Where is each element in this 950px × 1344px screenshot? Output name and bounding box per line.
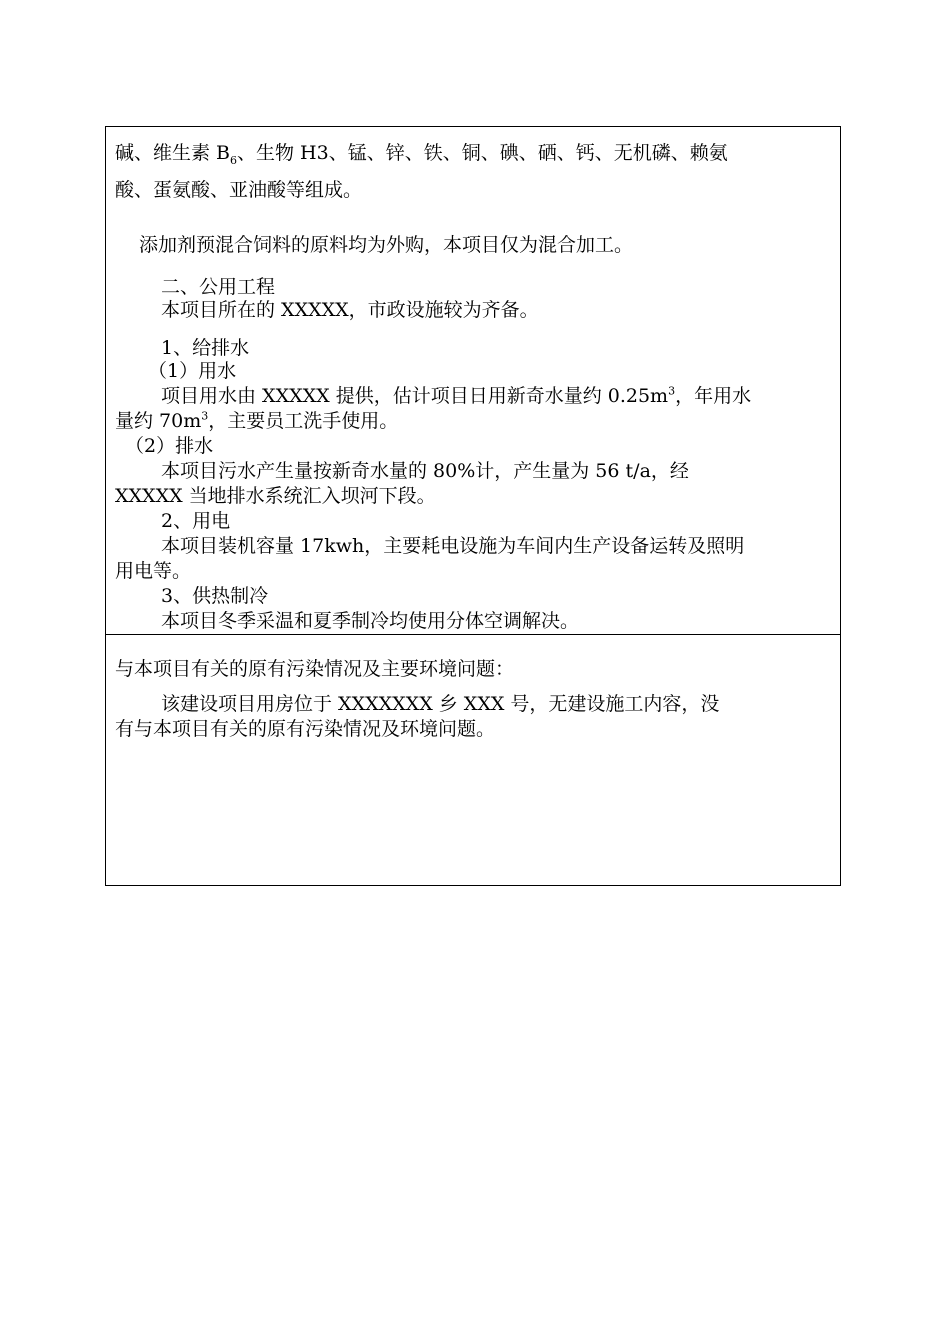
text-fragment: 量约 70m (115, 410, 202, 432)
text-line (115, 140, 832, 166)
cell-heading: 与本项目有关的原有污染情况及主要环境问题： (115, 658, 515, 680)
superscript: 3 (668, 384, 676, 398)
text-line: 本项目所在的 XXXXX，市政设施较为齐备。 (161, 299, 539, 321)
text-fragment: 、生物 H3、锰、锌、铁、铜、碘、硒、钙、无机磷、赖氨 (237, 142, 728, 164)
text-fragment: 碱、维生素 B (115, 142, 231, 164)
text-line: 本项目装机容量 17kwh，主要耗电设施为车间内生产设备运转及照明 (161, 535, 745, 557)
text-line: XXXXX 当地排水系统汇入坝河下段。 (115, 485, 436, 507)
superscript: 3 (201, 409, 209, 423)
project-description-cell (106, 127, 840, 635)
text-fragment: ，主要员工洗手使用。 (208, 410, 399, 432)
text-line: 该建设项目用房位于 XXXXXXX 乡 XXX 号，无建设施工内容，没 (161, 693, 720, 715)
subsection-heading: 3、供热制冷 (161, 585, 269, 607)
text-line: 本项目冬季采温和夏季制冷均使用分体空调解决。 (161, 610, 580, 632)
section-heading: 二、公用工程 (161, 276, 276, 298)
subsection-heading: （2）排水 (125, 435, 214, 457)
text-line: 酸、蛋氨酸、亚油酸等组成。 (115, 179, 363, 201)
text-line: 有与本项目有关的原有污染情况及环境问题。 (115, 718, 496, 740)
text-fragment: ，年用水 (675, 385, 752, 407)
subsection-heading: 1、给排水 (161, 337, 250, 359)
document-table (105, 126, 841, 886)
text-line: 用电等。 (115, 560, 192, 582)
pollution-issues-cell (106, 635, 840, 885)
subsection-heading: （1）用水 (148, 360, 237, 382)
subsection-heading: 2、用电 (161, 510, 231, 532)
text-line: 添加剂预混合饲料的原料均为外购，本项目仅为混合加工。 (139, 234, 634, 256)
text-line: 本项目污水产生量按新奇水量的 80%计，产生量为 56 t/a，经 (161, 460, 689, 482)
text-fragment: 项目用水由 XXXXX 提供，估计项目日用新奇水量约 0.25m (161, 385, 669, 407)
subscript: 6 (230, 153, 238, 167)
text-line (115, 383, 832, 409)
text-line (115, 408, 832, 434)
